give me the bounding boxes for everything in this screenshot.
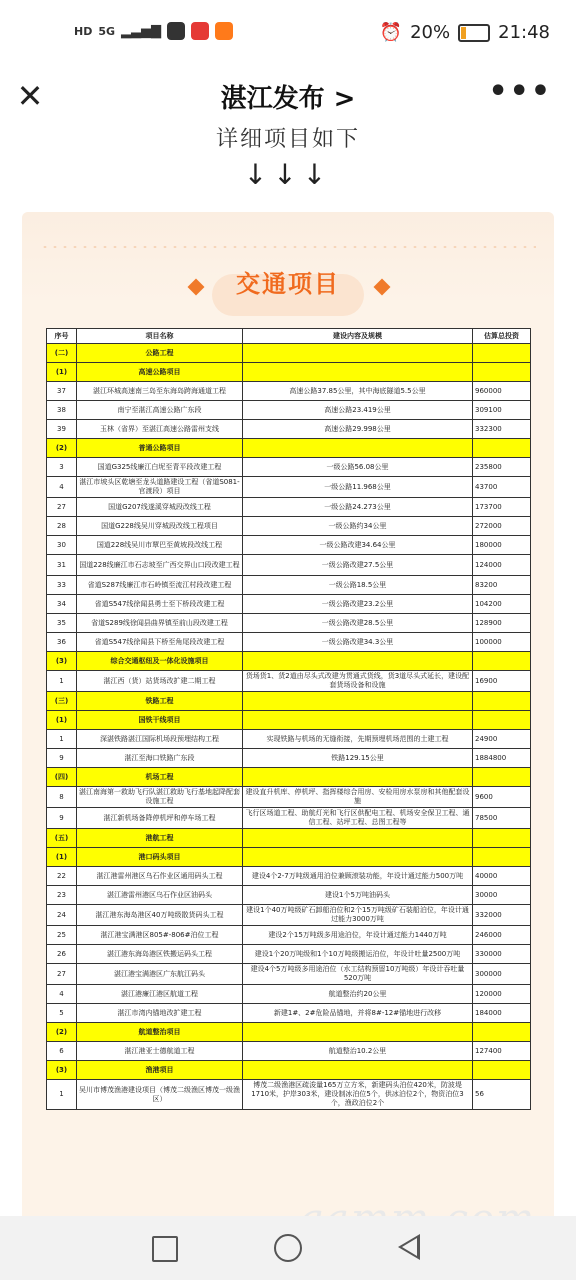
category-row (47, 344, 531, 363)
close-icon[interactable]: ✕ (16, 77, 44, 115)
article-card (22, 212, 554, 1222)
table-row (47, 477, 531, 498)
cell-name: 湛江至海口铁路广东段 (77, 749, 243, 768)
cell-investment (473, 344, 531, 363)
cell-name: 湛江环城高速南三岛至东海岛跨海通道工程 (77, 382, 243, 401)
category-row (47, 711, 531, 730)
cell-investment: 180000 (473, 536, 531, 555)
cell-name: 省道S547线徐闻县下桥至角尾段改建工程 (77, 633, 243, 652)
header-investment: 估算总投资 (473, 329, 531, 344)
cell-no: 22 (47, 867, 77, 886)
cell-investment: 272000 (473, 517, 531, 536)
header-name: 项目名称 (77, 329, 243, 344)
video-app-icon (215, 22, 233, 40)
cell-investment: 100000 (473, 633, 531, 652)
cell-name: 湛江新机场备降停机坪和停车场工程 (77, 808, 243, 829)
table-row (47, 498, 531, 517)
cell-investment: 300000 (473, 964, 531, 985)
cell-name: 港口码头项目 (77, 848, 243, 867)
cell-content: 博茂二级渔港区疏浚量165万立方米，新建码头泊位420米，防波堤1710米，护岸303米，建设制冰泊位5个，供冰泊位2个，物资泊位3个，渔政泊位2个 (243, 1080, 473, 1110)
cell-name: 国道G228线吴川穿城段改线工程项目 (77, 517, 243, 536)
table-row (47, 458, 531, 477)
cell-content: 高速公路29.998公里 (243, 420, 473, 439)
notification-icon (167, 22, 185, 40)
cell-no: 27 (47, 964, 77, 985)
cell-investment: 246000 (473, 926, 531, 945)
header-content: 建设内容及规模 (243, 329, 473, 344)
table-row (47, 1080, 531, 1110)
table-row (47, 517, 531, 536)
cell-no: 35 (47, 614, 77, 633)
cell-investment (473, 829, 531, 848)
alarm-icon: ⏰ (379, 22, 403, 43)
cell-no: 37 (47, 382, 77, 401)
cell-content (243, 439, 473, 458)
cell-name: 国道228线廉江市石志坡至广西交界山口段改建工程 (77, 555, 243, 576)
cell-investment: 235800 (473, 458, 531, 477)
app-notification-icon (191, 22, 209, 40)
cell-name: 深湛铁路湛江国际机场段预埋结构工程 (77, 730, 243, 749)
cell-name: 渔港项目 (77, 1061, 243, 1080)
cell-name: 湛江南海第一救助飞行队湛江救助飞行基地起降配套设施工程 (77, 787, 243, 808)
table-row (47, 886, 531, 905)
header-no: 序号 (47, 329, 77, 344)
section-heading (22, 260, 554, 320)
cell-no: 1 (47, 1080, 77, 1110)
cell-investment (473, 768, 531, 787)
table-row (47, 555, 531, 576)
cell-investment (473, 652, 531, 671)
table-row (47, 536, 531, 555)
cell-content: 建设4个2-7万吨级通用泊位兼顾滚装功能，年设计通过能力500万吨 (243, 867, 473, 886)
cell-content: 建设4个5万吨级多用途泊位（水工结构预留10万吨级）年设计吞吐量520万吨 (243, 964, 473, 985)
cell-no: (2) (47, 1023, 77, 1042)
cell-name: 湛江港雷州港区乌石作业区油码头 (77, 886, 243, 905)
battery-level (461, 27, 466, 39)
cell-name: 国道G325线廉江白坭至青平段改建工程 (77, 458, 243, 477)
cell-name: 国道228线吴川市覃巴至黄坡段改线工程 (77, 536, 243, 555)
cell-investment: 120000 (473, 985, 531, 1004)
cell-name: 普通公路项目 (77, 439, 243, 458)
cell-content: 一级公路改建28.5公里 (243, 614, 473, 633)
cell-investment (473, 1023, 531, 1042)
cell-investment: 16900 (473, 671, 531, 692)
cell-no: (三) (47, 692, 77, 711)
cell-investment: 56 (473, 1080, 531, 1110)
cell-content: 一级公路改建34.64公里 (243, 536, 473, 555)
section-title: 交通项目 (236, 270, 340, 298)
cell-name: 国道G207线遂溪穿城段改线工程 (77, 498, 243, 517)
signal-bars-icon: ▂▃▅▇ (121, 23, 162, 39)
cell-content (243, 652, 473, 671)
table-row (47, 964, 531, 985)
table-row (47, 945, 531, 964)
cell-investment: 173700 (473, 498, 531, 517)
cell-investment (473, 711, 531, 730)
cell-content (243, 363, 473, 382)
cell-no: (2) (47, 439, 77, 458)
cell-content: 一级公路18.5公里 (243, 576, 473, 595)
dot-decoration (40, 244, 536, 248)
cell-name: 湛江港东海岛港区铁搬运码头工程 (77, 945, 243, 964)
cell-no: 38 (47, 401, 77, 420)
table-row (47, 595, 531, 614)
more-icon[interactable]: ••• (488, 74, 552, 109)
category-row (47, 848, 531, 867)
table-row (47, 730, 531, 749)
cell-content: 一级公路改建23.2公里 (243, 595, 473, 614)
cell-no: 9 (47, 749, 77, 768)
table-body (47, 344, 531, 1110)
cell-content: 实现铁路与机场的无缝衔接，先期预埋机场范围的土建工程 (243, 730, 473, 749)
cell-investment: 330000 (473, 945, 531, 964)
cell-name: 湛江港宝满港区805#-806#泊位工程 (77, 926, 243, 945)
cell-investment: 40000 (473, 867, 531, 886)
cell-name: 省道S547线徐闻县勇士至下桥段改建工程 (77, 595, 243, 614)
table-row (47, 867, 531, 886)
cell-name: 湛江西（货）站货场改扩建二期工程 (77, 671, 243, 692)
cell-no: 23 (47, 886, 77, 905)
cell-investment: 309100 (473, 401, 531, 420)
recent-apps-icon[interactable] (152, 1236, 178, 1262)
cell-content: 建设1个40万吨级矿石卸船泊位和2个15万吨级矿石装船泊位，年设计通过能力3000万吨 (243, 905, 473, 926)
cell-no: 3 (47, 458, 77, 477)
cell-investment: 960000 (473, 382, 531, 401)
cell-no: 5 (47, 1004, 77, 1023)
table-row (47, 926, 531, 945)
cell-name: 湛江市坡头区乾塘至龙头道路建设工程（省道S081-官渡段）项目 (77, 477, 243, 498)
cell-investment: 78500 (473, 808, 531, 829)
table-row (47, 905, 531, 926)
cell-content: 建设1个20万吨级和1个10万吨级搬运泊位，年设计吐量2500万吨 (243, 945, 473, 964)
cell-no: (1) (47, 711, 77, 730)
cell-no: 6 (47, 1042, 77, 1061)
cell-name: 湛江港亚士德航道工程 (77, 1042, 243, 1061)
cell-no: 26 (47, 945, 77, 964)
cell-content: 建设直升机库、停机坪、指挥楼综合用房、安检用房水泵房和其他配套设施 (243, 787, 473, 808)
cell-content (243, 344, 473, 363)
cell-content: 一级公路56.08公里 (243, 458, 473, 477)
cell-no: 1 (47, 730, 77, 749)
status-left (74, 22, 233, 40)
cell-content: 飞行区场道工程、助航灯光和飞行区供配电工程、机场安全保卫工程、通信工程、站坪工程、总图工程等 (243, 808, 473, 829)
cell-no: 25 (47, 926, 77, 945)
cell-content: 货场货1、货2道由尽头式改建为贯通式货线，货3道尽头式延长，建设配套货场设备和设施 (243, 671, 473, 692)
cell-name: 航道整治项目 (77, 1023, 243, 1042)
cell-content (243, 768, 473, 787)
cell-content: 一级公路约34公里 (243, 517, 473, 536)
cell-content (243, 848, 473, 867)
cell-investment: 30000 (473, 886, 531, 905)
table-row (47, 1004, 531, 1023)
cell-investment: 1884800 (473, 749, 531, 768)
cell-investment (473, 1061, 531, 1080)
cell-investment: 9600 (473, 787, 531, 808)
cell-no: 8 (47, 787, 77, 808)
cell-name: 港航工程 (77, 829, 243, 848)
cell-investment (473, 439, 531, 458)
table-row (47, 671, 531, 692)
back-icon[interactable] (398, 1234, 420, 1260)
cell-name: 湛江港东海岛港区40万吨级散货码头工程 (77, 905, 243, 926)
table-row (47, 576, 531, 595)
table-row (47, 808, 531, 829)
category-row (47, 363, 531, 382)
category-row (47, 692, 531, 711)
cell-no: 28 (47, 517, 77, 536)
cell-content: 一级公路24.273公里 (243, 498, 473, 517)
cell-content (243, 1061, 473, 1080)
cell-name: 湛江港宝满港区广东航江码头 (77, 964, 243, 985)
battery-percent: 20% (410, 22, 451, 43)
signal-indicator: 5G (98, 24, 116, 38)
cell-name: 铁路工程 (77, 692, 243, 711)
table-row (47, 401, 531, 420)
table-row (47, 420, 531, 439)
cell-investment (473, 848, 531, 867)
cell-name: 省道S289线徐闻县曲界镇至前山段改建工程 (77, 614, 243, 633)
table-header-row (47, 329, 531, 344)
intro-text: 详细项目如下 (215, 127, 360, 152)
cell-content: 一级公路改建34.3公里 (243, 633, 473, 652)
cell-content (243, 692, 473, 711)
cell-content: 高速公路37.85公里，其中海底隧道5.5公里 (243, 382, 473, 401)
status-right (380, 22, 550, 43)
cell-content: 建设2个15万吨级多用途泊位，年设计通过能力1440万吨 (243, 926, 473, 945)
cell-no: (五) (47, 829, 77, 848)
cell-content: 高速公路23.419公里 (243, 401, 473, 420)
table-row (47, 985, 531, 1004)
table-row (47, 1042, 531, 1061)
cell-investment: 127400 (473, 1042, 531, 1061)
cell-no: 39 (47, 420, 77, 439)
cell-no: 1 (47, 671, 77, 692)
cell-name: 湛江港雷州港区乌石作业区通用码头工程 (77, 867, 243, 886)
cell-name: 综合交通枢纽及一体化设施项目 (77, 652, 243, 671)
cell-no: (1) (47, 363, 77, 382)
cell-name: 吴川市博茂渔港建设项目（博茂二级渔区博茂一级渔区） (77, 1080, 243, 1110)
cell-no: (四) (47, 768, 77, 787)
cell-investment: 128900 (473, 614, 531, 633)
category-row (47, 1061, 531, 1080)
battery-icon (458, 24, 490, 42)
cell-no: 31 (47, 555, 77, 576)
table-row (47, 787, 531, 808)
category-row (47, 829, 531, 848)
cell-no: (3) (47, 652, 77, 671)
category-row (47, 768, 531, 787)
cell-content: 一级公路11.968公里 (243, 477, 473, 498)
cell-name: 国铁干线项目 (77, 711, 243, 730)
cell-content: 建设1个5万吨油码头 (243, 886, 473, 905)
account-title[interactable]: 湛江发布 > (220, 84, 356, 114)
cell-no: 34 (47, 595, 77, 614)
cell-name: 机场工程 (77, 768, 243, 787)
title-bar (0, 70, 576, 126)
cell-no: 4 (47, 985, 77, 1004)
cell-no: 36 (47, 633, 77, 652)
hd-indicator: HD (74, 24, 93, 38)
table-row (47, 633, 531, 652)
cell-no: 24 (47, 905, 77, 926)
cell-content: 一级公路改建27.5公里 (243, 555, 473, 576)
cell-no: 9 (47, 808, 77, 829)
cell-investment: 124000 (473, 555, 531, 576)
cell-name: 省道S287线廉江市石岭镇至流江村段改建工程 (77, 576, 243, 595)
cell-no: (3) (47, 1061, 77, 1080)
cell-content: 铁路129.15公里 (243, 749, 473, 768)
cell-no: 33 (47, 576, 77, 595)
cell-content (243, 711, 473, 730)
cell-name: 玉林（省界）至湛江高速公路雷州支线 (77, 420, 243, 439)
table-row (47, 614, 531, 633)
down-arrows: ↓↓↓ (243, 158, 333, 191)
cell-no: 4 (47, 477, 77, 498)
cell-investment: 83200 (473, 576, 531, 595)
category-row (47, 439, 531, 458)
cell-content: 航道整治约20公里 (243, 985, 473, 1004)
clock: 21:48 (498, 22, 550, 43)
cell-name: 湛江港廉江港区航道工程 (77, 985, 243, 1004)
cell-investment: 104200 (473, 595, 531, 614)
project-table (46, 328, 531, 1110)
cell-no: 30 (47, 536, 77, 555)
table-row (47, 749, 531, 768)
cell-investment: 332300 (473, 420, 531, 439)
category-row (47, 1023, 531, 1042)
cell-name: 公路工程 (77, 344, 243, 363)
cell-content: 新建1#、2#危险品锚地，并将8#-12#锚地进行改移 (243, 1004, 473, 1023)
cell-name: 南宁至湛江高速公路广东段 (77, 401, 243, 420)
cell-investment: 184000 (473, 1004, 531, 1023)
cell-investment (473, 692, 531, 711)
system-nav-bar (0, 1216, 576, 1280)
cell-investment (473, 363, 531, 382)
home-icon[interactable] (274, 1234, 302, 1262)
status-bar (0, 0, 576, 70)
table-row (47, 382, 531, 401)
category-row (47, 652, 531, 671)
cell-no: (1) (47, 848, 77, 867)
cell-investment: 43700 (473, 477, 531, 498)
cell-content (243, 1023, 473, 1042)
cell-investment: 332000 (473, 905, 531, 926)
cell-investment: 24900 (473, 730, 531, 749)
cell-no: 27 (47, 498, 77, 517)
cell-name: 高速公路项目 (77, 363, 243, 382)
cell-name: 湛江市湾内锚地改扩建工程 (77, 1004, 243, 1023)
cell-content (243, 829, 473, 848)
cell-content: 航道整治10.2公里 (243, 1042, 473, 1061)
cell-no: (二) (47, 344, 77, 363)
